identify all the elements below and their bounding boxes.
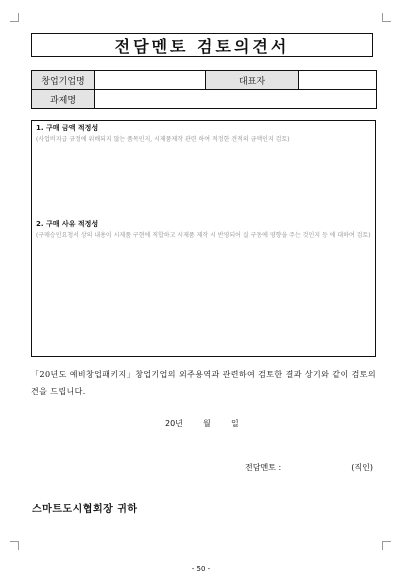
- project-name-field[interactable]: [95, 90, 377, 109]
- seal-label: (직인): [351, 463, 373, 472]
- date-line: [165, 418, 239, 429]
- page-number: - 50 -: [191, 565, 211, 573]
- crop-mark-bottom-right: [382, 541, 391, 550]
- crop-mark-bottom-left: [10, 541, 19, 550]
- review-section-amount: [36, 124, 371, 220]
- signer-label: 전담멘토 :: [245, 463, 282, 472]
- info-table: [31, 70, 377, 109]
- statement-text: 「20년도 예비창업패키지」창업기업의 외주용역과 관련하여 검토한 결과 상기와 같이 검토의견을 드립니다.: [31, 370, 376, 396]
- date-month: 월: [203, 419, 211, 428]
- date-day: 일: [231, 419, 239, 428]
- review-box[interactable]: [31, 120, 376, 357]
- document-title: 전담멘토 검토의견서: [31, 33, 373, 57]
- project-name-label: 과제명: [32, 90, 95, 109]
- section-title-reason: 2. 구매 사유 적정성: [36, 220, 99, 228]
- date-year: 20년: [165, 419, 183, 428]
- section-desc-amount: (사업비지급 규정에 위배되지 않는 품목인지, 시제품제작 관련 하여 적정한 견적의 금액인지 검토): [36, 136, 290, 143]
- company-name-field[interactable]: [95, 71, 206, 90]
- review-section-reason: [36, 220, 371, 241]
- crop-mark-top-left: [10, 13, 19, 22]
- info-row-project: [32, 90, 377, 109]
- ceo-label: 대표자: [206, 71, 299, 90]
- section-title-amount: 1. 구매 금액 적정성: [36, 124, 99, 132]
- section-desc-reason: (구매승인요청서 상의 내용이 시제품 구현에 적합하고 시제품 제작 시 반영되어 실 구동에 영향을 주는 것인지 등 에 대하여 검토): [36, 232, 371, 239]
- info-row-company: [32, 71, 377, 90]
- ceo-field[interactable]: [299, 71, 377, 90]
- addressee: 스마트도시협회장 귀하: [32, 504, 138, 515]
- crop-mark-top-right: [382, 13, 391, 22]
- company-name-label: 창업기업명: [32, 71, 95, 90]
- signer-line: [245, 462, 373, 473]
